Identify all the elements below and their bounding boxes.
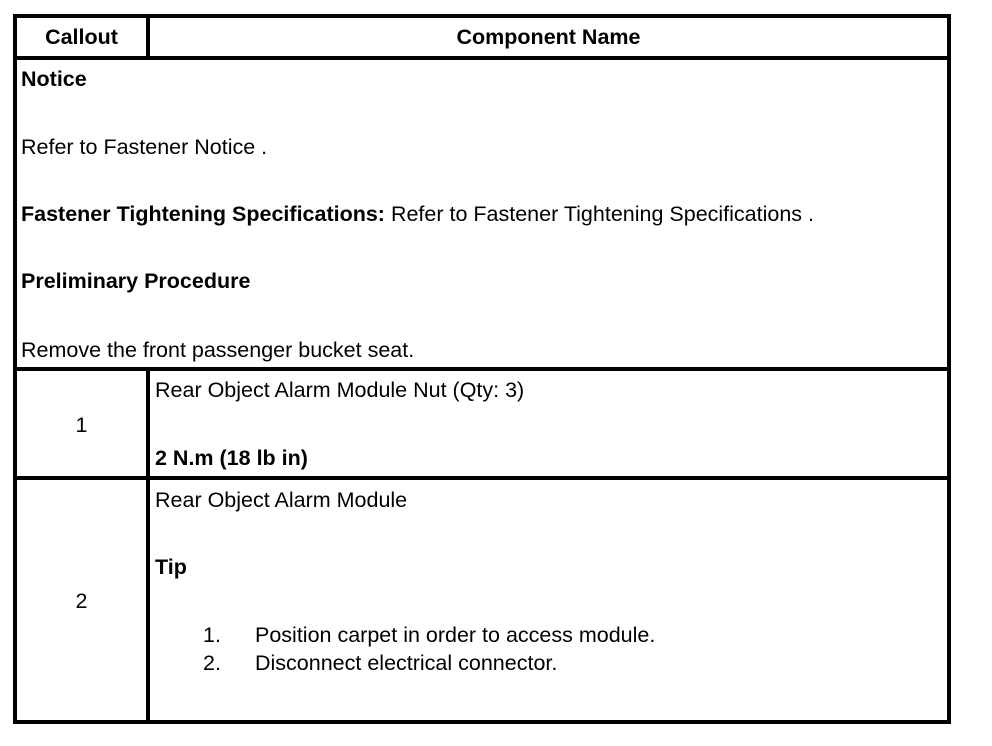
header-callout: Callout	[45, 25, 118, 49]
row-divider-notice	[13, 367, 951, 371]
fastener-notice-text: Refer to Fastener Notice .	[21, 135, 268, 159]
row-divider-header	[13, 56, 951, 60]
step-number: 2.	[203, 651, 221, 675]
row-divider-row1	[13, 476, 951, 480]
notice-heading: Notice	[21, 67, 87, 91]
column-divider-rows	[146, 368, 150, 724]
tip-heading: Tip	[155, 555, 187, 579]
preliminary-step: Remove the front passenger bucket seat.	[21, 338, 415, 362]
component-name: Rear Object Alarm Module	[155, 488, 408, 512]
tightening-spec-line	[21, 201, 814, 227]
tightening-spec-text: Refer to Fastener Tightening Specifications .	[384, 202, 815, 226]
header-component-name: Component Name	[456, 25, 641, 49]
preliminary-procedure-heading: Preliminary Procedure	[21, 269, 251, 293]
step-number: 1.	[203, 623, 221, 647]
torque-spec: 2 N.m (18 lb in)	[155, 446, 308, 470]
callout-number: 2	[75, 589, 88, 613]
tightening-spec-label: Fastener Tightening Specifications:	[21, 202, 385, 226]
callout-number: 1	[75, 413, 88, 437]
step-text: Position carpet in order to access module.	[255, 623, 656, 647]
step-text: Disconnect electrical connector.	[255, 651, 558, 675]
component-name: Rear Object Alarm Module Nut (Qty: 3)	[155, 378, 525, 402]
